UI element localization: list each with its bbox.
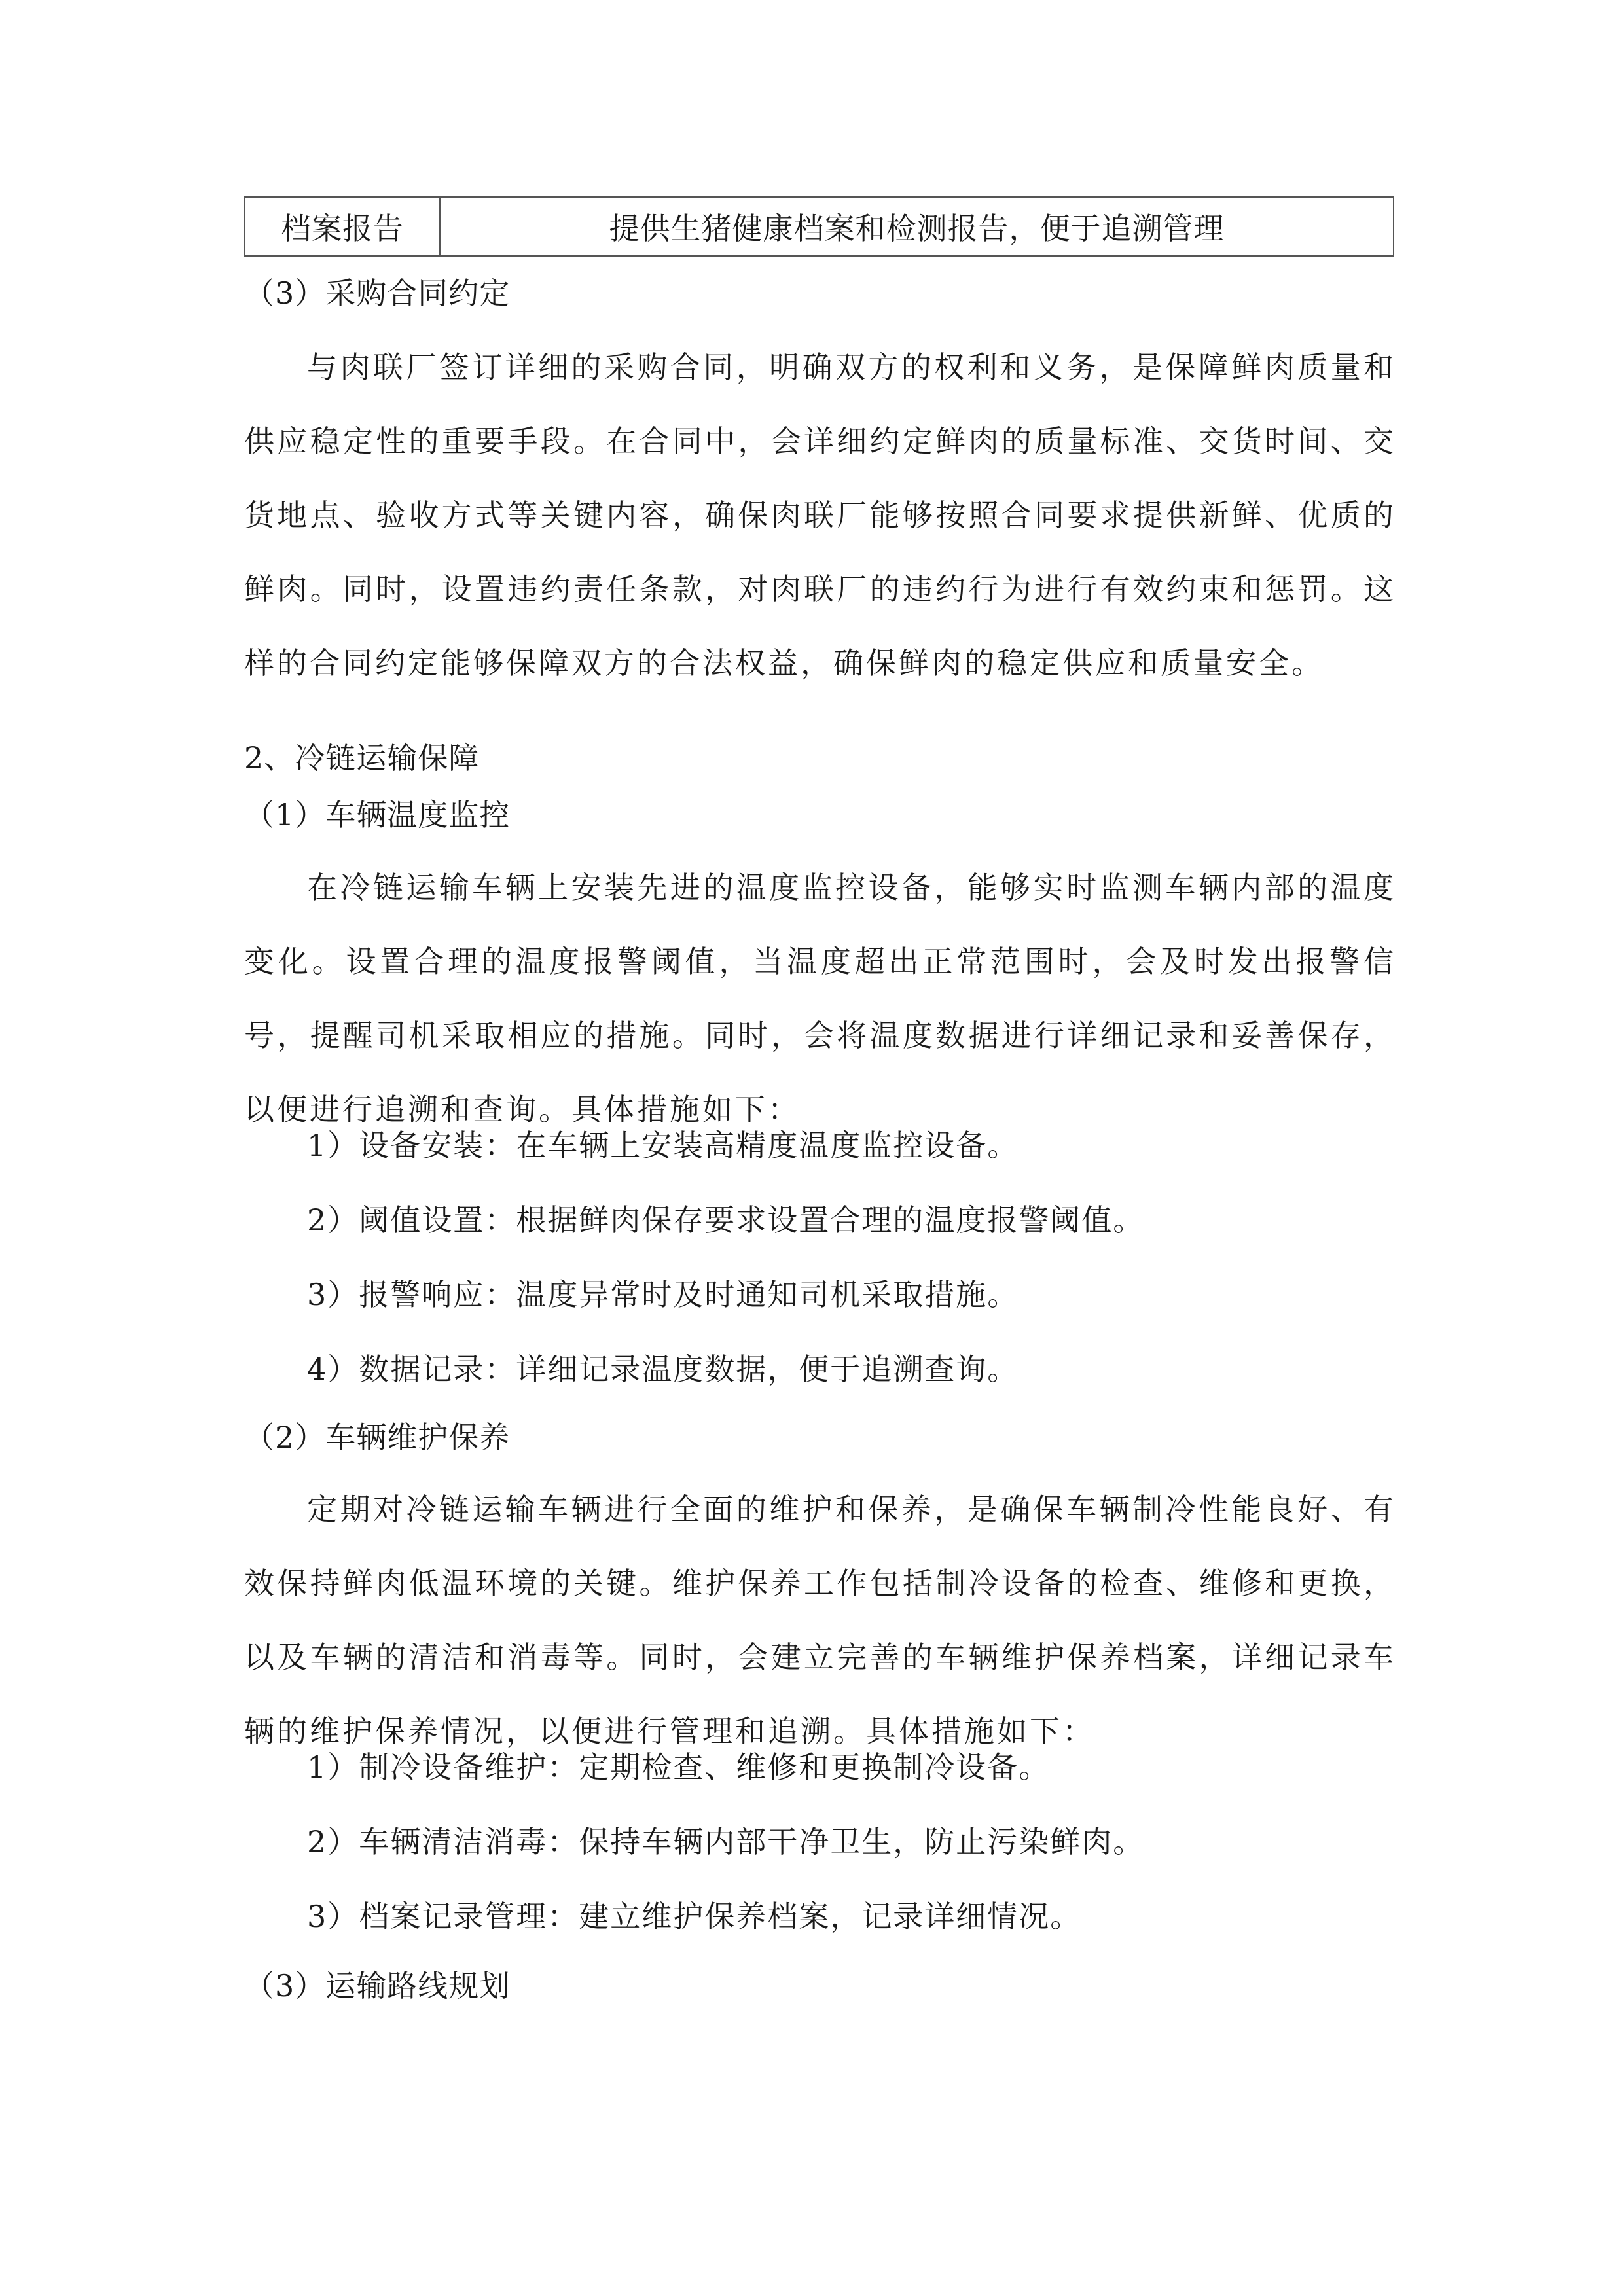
list-item: 1）设备安装：在车辆上安装高精度温度监控设备。 bbox=[307, 1128, 1019, 1163]
subsection-heading-maintenance: （2）车辆维护保养 bbox=[244, 1420, 511, 1455]
table-cell-label: 档案报告 bbox=[245, 197, 440, 256]
section-heading-cold-chain: 2、冷链运输保障 bbox=[244, 740, 480, 776]
paragraph-contract: 与肉联厂签订详细的采购合同，明确双方的权利和义务，是保障鲜肉质量和供应稳定性的重要手段。在合同中，会详细约定鲜肉的质量标准、交货时间、交货地点、验收方式等关键内容，确保肉联厂能够按照合同要求提供新鲜、优质的鲜肉。同时，设置违约责任条款，对肉联厂的违约行为进行有效约束和惩罚。这样的合同约定能够保障双方的合法权益，确保鲜肉的稳定供应和质量安全。 bbox=[244, 350, 1396, 681]
list-item: 4）数据记录：详细记录温度数据，便于追溯查询。 bbox=[307, 1352, 1019, 1387]
section-heading-contract: （3）采购合同约定 bbox=[244, 276, 511, 311]
archive-table bbox=[244, 196, 1394, 257]
list-item: 3）档案记录管理：建立维护保养档案，记录详细情况。 bbox=[307, 1899, 1082, 1934]
subsection-heading-temperature: （1）车辆温度监控 bbox=[244, 797, 511, 833]
list-item: 3）报警响应：温度异常时及时通知司机采取措施。 bbox=[307, 1277, 1019, 1312]
table-cell-description: 提供生猪健康档案和检测报告，便于追溯管理 bbox=[440, 197, 1394, 256]
list-item: 2）阈值设置：根据鲜肉保存要求设置合理的温度报警阈值。 bbox=[307, 1202, 1145, 1238]
list-item: 1）制冷设备维护：定期检查、维修和更换制冷设备。 bbox=[307, 1749, 1051, 1785]
table-row bbox=[245, 197, 1394, 256]
subsection-heading-route: （3）运输路线规划 bbox=[244, 1968, 511, 2003]
paragraph-maintenance: 定期对冷链运输车辆进行全面的维护和保养，是确保车辆制冷性能良好、有效保持鲜肉低温环境的关键。维护保养工作包括制冷设备的检查、维修和更换，以及车辆的清洁和消毒等。同时，会建立完善的车辆维护保养档案，详细记录车辆的维护保养情况，以便进行管理和追溯。具体措施如下： bbox=[244, 1492, 1396, 1749]
paragraph-temperature: 在冷链运输车辆上安装先进的温度监控设备，能够实时监测车辆内部的温度变化。设置合理的温度报警阈值，当温度超出正常范围时，会及时发出报警信号，提醒司机采取相应的措施。同时，会将温度数据进行详细记录和妥善保存，以便进行追溯和查询。具体措施如下： bbox=[244, 870, 1396, 1127]
table bbox=[244, 196, 1394, 257]
list-item: 2）车辆清洁消毒：保持车辆内部干净卫生，防止污染鲜肉。 bbox=[307, 1824, 1145, 1859]
